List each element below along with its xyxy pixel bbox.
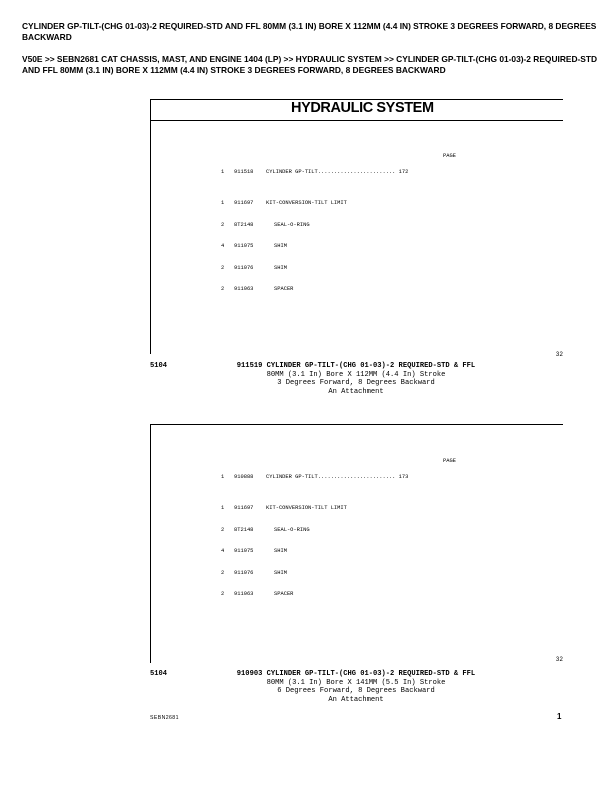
caption-line-1: 910903 CYLINDER GP-TILT-(CHG 01-03)-2 REQUIRED-STD & FFL	[236, 670, 476, 678]
item-desc: SEAL-O-RING	[274, 526, 310, 533]
item-desc: KIT-CONVERSION-TILT LIMIT	[266, 200, 347, 206]
page-number: 1	[557, 712, 562, 721]
item-desc: SHIM	[274, 569, 287, 576]
caption-line-4: An Attachment	[328, 695, 384, 704]
list-item	[221, 591, 347, 599]
item-desc: SPACER	[274, 286, 294, 293]
panel-caption	[150, 362, 562, 396]
main-part-qty: 1	[221, 169, 225, 175]
item-desc: SHIM	[274, 548, 287, 555]
item-part-number: 911063	[234, 591, 254, 598]
list-item	[221, 527, 347, 535]
list-item	[221, 222, 347, 230]
item-part-number: 911075	[234, 243, 254, 250]
list-item	[221, 286, 347, 294]
list-item	[221, 200, 347, 208]
item-part-number: 911076	[234, 569, 254, 576]
document-title: CYLINDER GP-TILT-(CHG 01-03)-2 REQUIRED-STD AND FFL 80MM (3.1 IN) BORE X 112MM (4.4 IN) STROKE 3 DEGREES FORWARD, 8 DEGREES BACKWARD	[22, 21, 597, 42]
corner-page-ref: 32	[555, 351, 563, 358]
list-item	[221, 570, 347, 578]
main-part-line	[221, 169, 408, 176]
main-part-number: 910888	[234, 474, 254, 480]
panel-caption	[150, 670, 562, 704]
item-desc: SHIM	[274, 264, 287, 271]
main-part-desc: CYLINDER GP-TILT	[266, 474, 318, 480]
item-qty: 2	[221, 526, 225, 533]
caption-line-2: 80MM (3.1 In) Bore X 141MM (5.5 In) Stroke	[266, 678, 446, 687]
breadcrumb: V50E >> SEBN2681 CAT CHASSIS, MAST, AND ENGINE 1404 (LP) >> HYDRAULIC SYSTEM >> CYLINDER GP-TILT-(CHG 01-03)-2 REQUIRED-STD AND FFL 80MM (3.1 IN) BORE X 112MM (4.4 IN) STROKE 3 DEGREES FORWARD, 8 DEGREES BACKWARD	[22, 54, 598, 75]
caption-line-4: An Attachment	[328, 387, 384, 396]
page-column-header: PAGE	[443, 153, 456, 159]
section-code: 5104	[150, 362, 168, 370]
item-qty: 2	[221, 286, 225, 293]
item-qty: 2	[221, 591, 225, 598]
main-part-qty: 1	[221, 474, 225, 480]
item-part-number: 911075	[234, 548, 254, 555]
caption-line-3: 3 Degrees Forward, 8 Degrees Backward	[277, 379, 435, 388]
section-banner	[151, 100, 563, 121]
caption-line-2: 80MM (3.1 In) Bore X 112MM (4.4 In) Stroke	[266, 370, 446, 379]
item-qty: 2	[221, 264, 225, 271]
corner-page-ref: 32	[555, 656, 563, 663]
list-item	[221, 265, 347, 273]
parts-list	[221, 186, 347, 308]
main-part-number: 911518	[234, 169, 254, 175]
item-part-number: 8T2148	[234, 526, 254, 533]
item-part-number: 911063	[234, 286, 254, 293]
section-code: 5104	[150, 670, 168, 678]
main-part-page: 172	[398, 169, 409, 175]
item-qty: 4	[221, 243, 225, 250]
item-part-number: 911697	[234, 200, 254, 206]
item-qty: 1	[221, 200, 225, 206]
item-qty: 2	[221, 221, 225, 228]
leader-dots: ........................	[317, 474, 396, 480]
parts-list	[221, 491, 347, 613]
item-part-number: 8T2148	[234, 221, 254, 228]
leader-dots: ........................	[317, 169, 396, 175]
document-id: SEBN2681	[150, 715, 179, 721]
main-part-desc: CYLINDER GP-TILT	[266, 169, 318, 175]
item-desc: KIT-CONVERSION-TILT LIMIT	[266, 505, 347, 511]
section-banner-title: HYDRAULIC SYSTEM	[291, 100, 434, 116]
item-part-number: 911076	[234, 264, 254, 271]
list-item	[221, 243, 347, 251]
page-column-header: PAGE	[443, 458, 456, 464]
caption-line-3: 6 Degrees Forward, 8 Degrees Backward	[277, 687, 435, 696]
item-qty: 2	[221, 569, 225, 576]
item-desc: SPACER	[274, 591, 294, 598]
item-qty: 1	[221, 505, 225, 511]
item-part-number: 911697	[234, 505, 254, 511]
main-part-line	[221, 474, 408, 481]
main-part-page: 173	[398, 474, 409, 480]
parts-panel-1	[150, 99, 563, 358]
list-item	[221, 548, 347, 556]
caption-line-1: 911519 CYLINDER GP-TILT-(CHG 01-03)-2 REQUIRED-STD & FFL	[236, 362, 476, 370]
list-item	[221, 505, 347, 513]
parts-panel-2	[150, 424, 563, 663]
item-desc: SHIM	[274, 243, 287, 250]
item-desc: SEAL-O-RING	[274, 221, 310, 228]
item-qty: 4	[221, 548, 225, 555]
